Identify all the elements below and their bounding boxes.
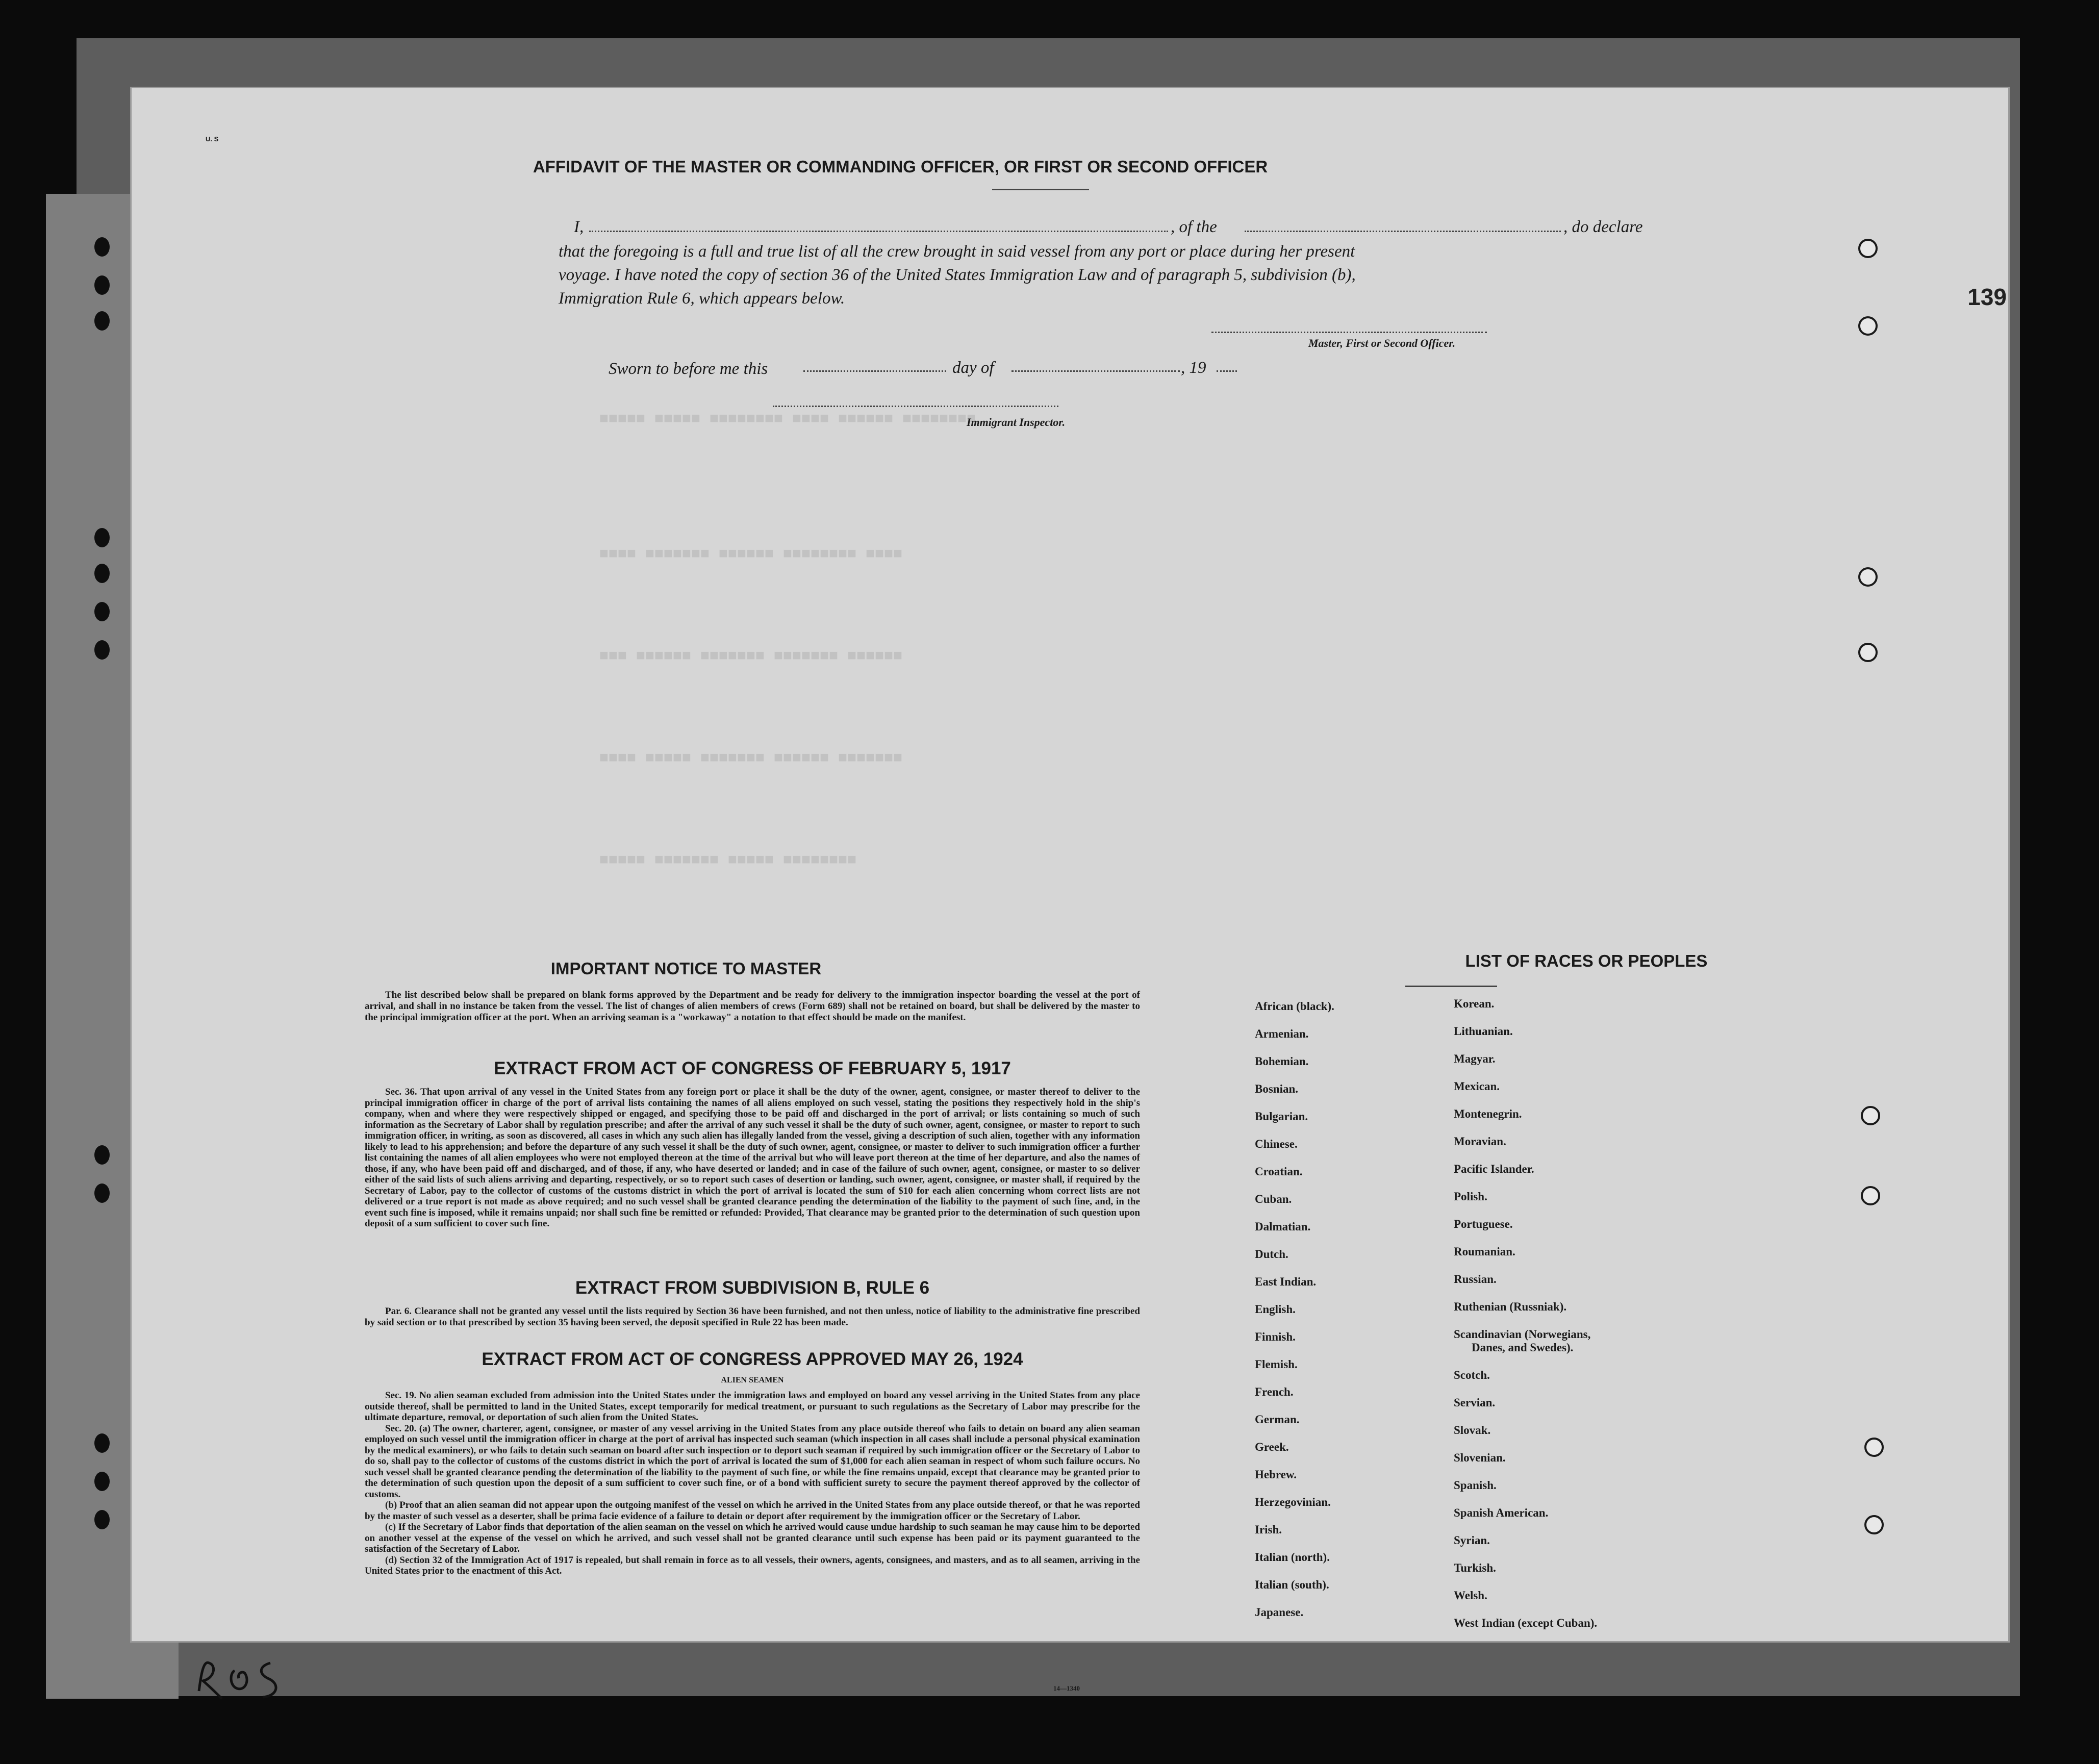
race-item: Syrian. [1454,1534,1490,1547]
page-number: 139 [1967,284,2007,310]
races-underline [1405,986,1497,987]
race-item: Ruthenian (Russniak). [1454,1300,1567,1313]
punch-hole [94,640,110,660]
race-item: Slovak. [1454,1424,1491,1437]
punch-hole [94,528,110,547]
extract3-subtitle: ALIEN SEAMEN [721,1376,784,1384]
bleed-through: ■■■■■ ■■■■■■■ ■■■■■ ■■■■■■■■ [599,852,857,869]
handwritten-mark [194,1650,296,1706]
race-item: French. [1255,1385,1294,1398]
race-item: Korean. [1454,997,1495,1010]
punch-hole [94,1433,110,1453]
punch-hole [94,1472,110,1491]
race-item: Italian (north). [1255,1551,1330,1564]
race-item: Mexican. [1454,1080,1500,1093]
race-item: English. [1255,1303,1296,1316]
sworn-day-blank [803,370,946,372]
inspector-signature-label: Immigrant Inspector. [967,416,1066,429]
notice-title: IMPORTANT NOTICE TO MASTER [550,959,822,978]
race-item: Irish. [1255,1523,1282,1536]
race-item: Chinese. [1255,1138,1298,1150]
affidavit-line3: voyage. I have noted the copy of section 36 of the United States Immigration Law and of paragraph 5, subdivision (b), [559,266,1356,284]
punch-hole [94,1510,110,1529]
race-item: Montenegrin. [1454,1107,1522,1120]
punch-hole [94,1145,110,1165]
extract3-sec20a: Sec. 20. (a) The owner, charterer, agent, consignee, or master of any vessel arriving in the United States from any place outside thereof who fails to detain on board any alien seaman employed on such vessel until the immigration officer in charge at the port of arrival has inspected such seaman (which inspection in all cases shall include a personal physical examination by the medical examiners), or who fails to detain such seaman on board after such inspection or to deport such seaman if required by such immigration officer or the Secretary of Labor to do so, shall pay to the collector of customs of the customs district in which the port of arrival is located the sum of $1,000 for each alien seaman in respect of whom such failure occurs. No such vessel shall be granted clearance pending the determination of the liability to the payment of such fine, or while the fine remains unpaid, except that clearance may be granted prior to the determination of such question upon the deposit of a sum sufficient to cover such fine, or of a bond with sufficient surety to secure the payment thereof approved by the collector of customs. [365,1423,1140,1500]
race-item: Polish. [1454,1190,1487,1203]
extract1-text: Sec. 36. That upon arrival of any vessel in the United States from any foreign port or place it shall be the duty of the owner, agent, consignee, or master thereof to deliver to the principal immigration officer in charge of the port of arrival lists containing the names of all aliens employed on such vessel, stating the positions they respectively hold in the ship's company, when and where they were respectively shipped or engaged, and specifying those to be paid off and discharged in the port of arrival; or lists containing so much of such information as the Secretary of Labor shall by regulation prescribe; and after the arrival of any such vessel it shall be the duty of such owner, agent, consignee, or master to report to such immigration officer, in writing, as soon as discovered, all cases in which any such alien has illegally landed from the vessel, giving a description of such alien, together with any information likely to lead to his apprehension; and before the departure of any such vessel it shall be the duty of such owner, agent, consignee, or master to deliver to such immigration officer a further list containing the names of all alien employees who were not employed thereon at the time of the arrival but who will leave port thereon at the time of her departure, and also the names of those, if any, who have been paid off and discharged, and of those, if any, who have deserted or landed; and in case of the failure of such owner, agent, consignee, or master to so deliver either of the said lists of such aliens arriving and departing, respectively, or so to report such cases of desertion or landing, such owner, agent, consignee, or master shall, if required by the Secretary of Labor, pay to the collector of customs of the customs district in which the port of arrival is located the sum of $10 for each alien concerning whom correct lists are not delivered or a true report is not made as above required; and no such vessel shall be granted clearance pending the determination of the liability to the payment of such fine, and, in the event such fine is imposed, while it remains unpaid; nor shall such fine be remitted or refunded: Provided, That clearance may be granted prior to the determination of such question upon deposit of a sum sufficient to cover such fine. [365,1087,1140,1229]
binder-ring [1858,567,1878,587]
race-item: Croatian. [1255,1165,1303,1178]
corner-mark: U. S [206,135,219,143]
race-item: Scotch. [1454,1369,1490,1381]
race-item: West Indian (except Cuban). [1454,1617,1598,1629]
punch-hole [94,564,110,583]
punch-hole [94,602,110,621]
notice-body [365,990,1140,1023]
binder-ring [1864,1438,1884,1457]
form-number: 14—1340 [1053,1684,1080,1692]
affidavit-line4: Immigration Rule 6, which appears below. [559,289,845,308]
day-of-label: day of [952,359,994,377]
race-item: Hebrew. [1255,1468,1297,1481]
name-blank [589,231,1168,232]
master-signature-label: Master, First or Second Officer. [1308,337,1456,349]
affidavit-line-of-the: , of the [1171,218,1217,236]
binder-ring [1861,1106,1880,1125]
race-item: Lithuanian. [1454,1025,1513,1038]
race-item: Portuguese. [1454,1218,1513,1230]
extract2-title: EXTRACT FROM SUBDIVISION B, RULE 6 [575,1278,930,1298]
affidavit-title: AFFIDAVIT OF THE MASTER OR COMMANDING OFFICER, OR FIRST OR SECOND OFFICER [533,157,1268,176]
race-item: Armenian. [1255,1027,1309,1040]
year-label: , 19 [1181,359,1206,377]
title-underline [992,189,1089,190]
binder-ring [1858,239,1878,258]
affidavit-line2: that the foregoing is a full and true list of all the crew brought in said vessel from any port or place during her present [559,242,1355,261]
inspector-signature-line [773,406,1058,407]
race-item: Dalmatian. [1255,1220,1311,1233]
race-item: Danes, and Swedes). [1472,1341,1574,1354]
race-item: Turkish. [1454,1561,1496,1574]
bleed-through: ■■■■ ■■■■■■■ ■■■■■■ ■■■■■■■■ ■■■■ [599,546,903,563]
binder-ring [1858,316,1878,336]
race-item: Moravian. [1454,1135,1506,1148]
race-item: Bohemian. [1255,1055,1309,1068]
extract3-sec19: Sec. 19. No alien seaman excluded from admission into the United States under the immigration laws and employed on board any vessel arriving in the United States from any place outside thereof, shall be permitted to land in the United States, except temporarily for medical treatment, or pursuant to such regulations as the Secretary of Labor may prescribe for the ultimate departure, removal, or deportation of such alien from the United States. [365,1390,1140,1423]
punch-hole [94,237,110,257]
affidavit-line-i: I, [574,218,584,236]
bleed-through: ■■■■■ ■■■■■ ■■■■■■■■ ■■■■ ■■■■■■ ■■■■■■■■ [599,411,976,428]
race-item: Slovenian. [1454,1451,1506,1464]
punch-hole [94,311,110,331]
race-item: Russian. [1454,1273,1497,1286]
races-title: LIST OF RACES OR PEOPLES [1465,951,1708,970]
race-item: Cuban. [1255,1193,1292,1205]
race-item: Herzegovinian. [1255,1496,1331,1508]
extract1-body [365,1087,1140,1229]
sworn-label: Sworn to before me this [609,360,768,378]
bleed-through: ■■■ ■■■■■■ ■■■■■■■ ■■■■■■■ ■■■■■■ [599,648,903,665]
binder-ring [1864,1515,1884,1534]
extract3-body [365,1390,1140,1577]
race-item: Magyar. [1454,1052,1496,1065]
race-item: Welsh. [1454,1589,1487,1602]
punch-hole [94,275,110,295]
race-item: Bulgarian. [1255,1110,1308,1123]
race-item: Greek. [1255,1441,1289,1453]
race-item: German. [1255,1413,1300,1426]
extract1-title: EXTRACT FROM ACT OF CONGRESS OF FEBRUARY 5, 1917 [494,1059,1011,1078]
extract3-sec20d: (d) Section 32 of the Immigration Act of 1917 is repealed, but shall remain in force as to all vessels, their owners, agents, consignees, and masters, and as to all seamen, arriving in the United States prior to the enactment of this Act. [365,1554,1140,1576]
binder-ring [1858,643,1878,662]
race-item: Servian. [1454,1396,1496,1409]
extract2-body [365,1306,1140,1328]
race-item: Roumanian. [1454,1245,1515,1258]
race-item: African (black). [1255,1000,1334,1013]
extract3-sec20c: (c) If the Secretary of Labor finds that deportation of the alien seaman on the vessel on which he arrived would cause undue hardship to such seaman he may cause him to be deported on another vessel at the expense of the vessel on which he arrived, and such vessel shall not be granted clearance until such expense has been paid or its payment guaranteed to the satisfaction of the Secretary of Labor. [365,1522,1140,1554]
race-item: Bosnian. [1255,1082,1299,1095]
extract2-text: Par. 6. Clearance shall not be granted any vessel until the lists required by Section 36 have been furnished, and not then unless, notice of liability to the administrative fine prescribed by said section or to that prescribed by section 35 having been served, the deposit specified in Rule 22 has been made. [365,1306,1140,1328]
race-item: East Indian. [1255,1275,1317,1288]
race-item: Pacific Islander. [1454,1163,1534,1175]
notice-text: The list described below shall be prepared on blank forms approved by the Department and be ready for delivery to the immigration inspector boarding the vessel at the port of arrival, and shall in no instance be taken from the vessel. The list of changes of alien members of crews (Form 689) shall not be retained on board, but shall be delivered by the master to the principal immigration officer at the port. When an arriving seaman is a "workaway" a notation to that effect should be made on the manifest. [365,990,1140,1023]
extract3-title: EXTRACT FROM ACT OF CONGRESS APPROVED MAY 26, 1924 [482,1349,1023,1369]
race-item: Flemish. [1255,1358,1298,1371]
race-item: Spanish. [1454,1479,1497,1492]
bleed-through: ■■■■ ■■■■■ ■■■■■■■ ■■■■■■ ■■■■■■■ [599,750,903,767]
punch-hole [94,1183,110,1203]
race-item: Dutch. [1255,1248,1288,1261]
affidavit-line-declare: , do declare [1563,218,1643,236]
race-item: Finnish. [1255,1330,1296,1343]
manifest-page [130,87,2010,1692]
extract3-sec20b: (b) Proof that an alien seaman did not appear upon the outgoing manifest of the vessel on which he arrived in the United States from any place outside thereof, or that he was reported by the master of such vessel as a deserter, shall be prima facie evidence of a failure to detain or deport after requirement by the immigration officer or the Secretary of Labor. [365,1500,1140,1522]
race-item: Spanish American. [1454,1506,1549,1519]
sworn-year-blank [1217,370,1237,372]
race-item: Scandinavian (Norwegians, [1454,1328,1591,1341]
race-item: Japanese. [1255,1606,1304,1619]
race-item: Italian (south). [1255,1578,1329,1591]
vessel-blank [1245,231,1561,232]
sworn-month-blank [1011,370,1180,372]
binder-ring [1861,1186,1880,1205]
master-signature-line [1211,332,1487,333]
